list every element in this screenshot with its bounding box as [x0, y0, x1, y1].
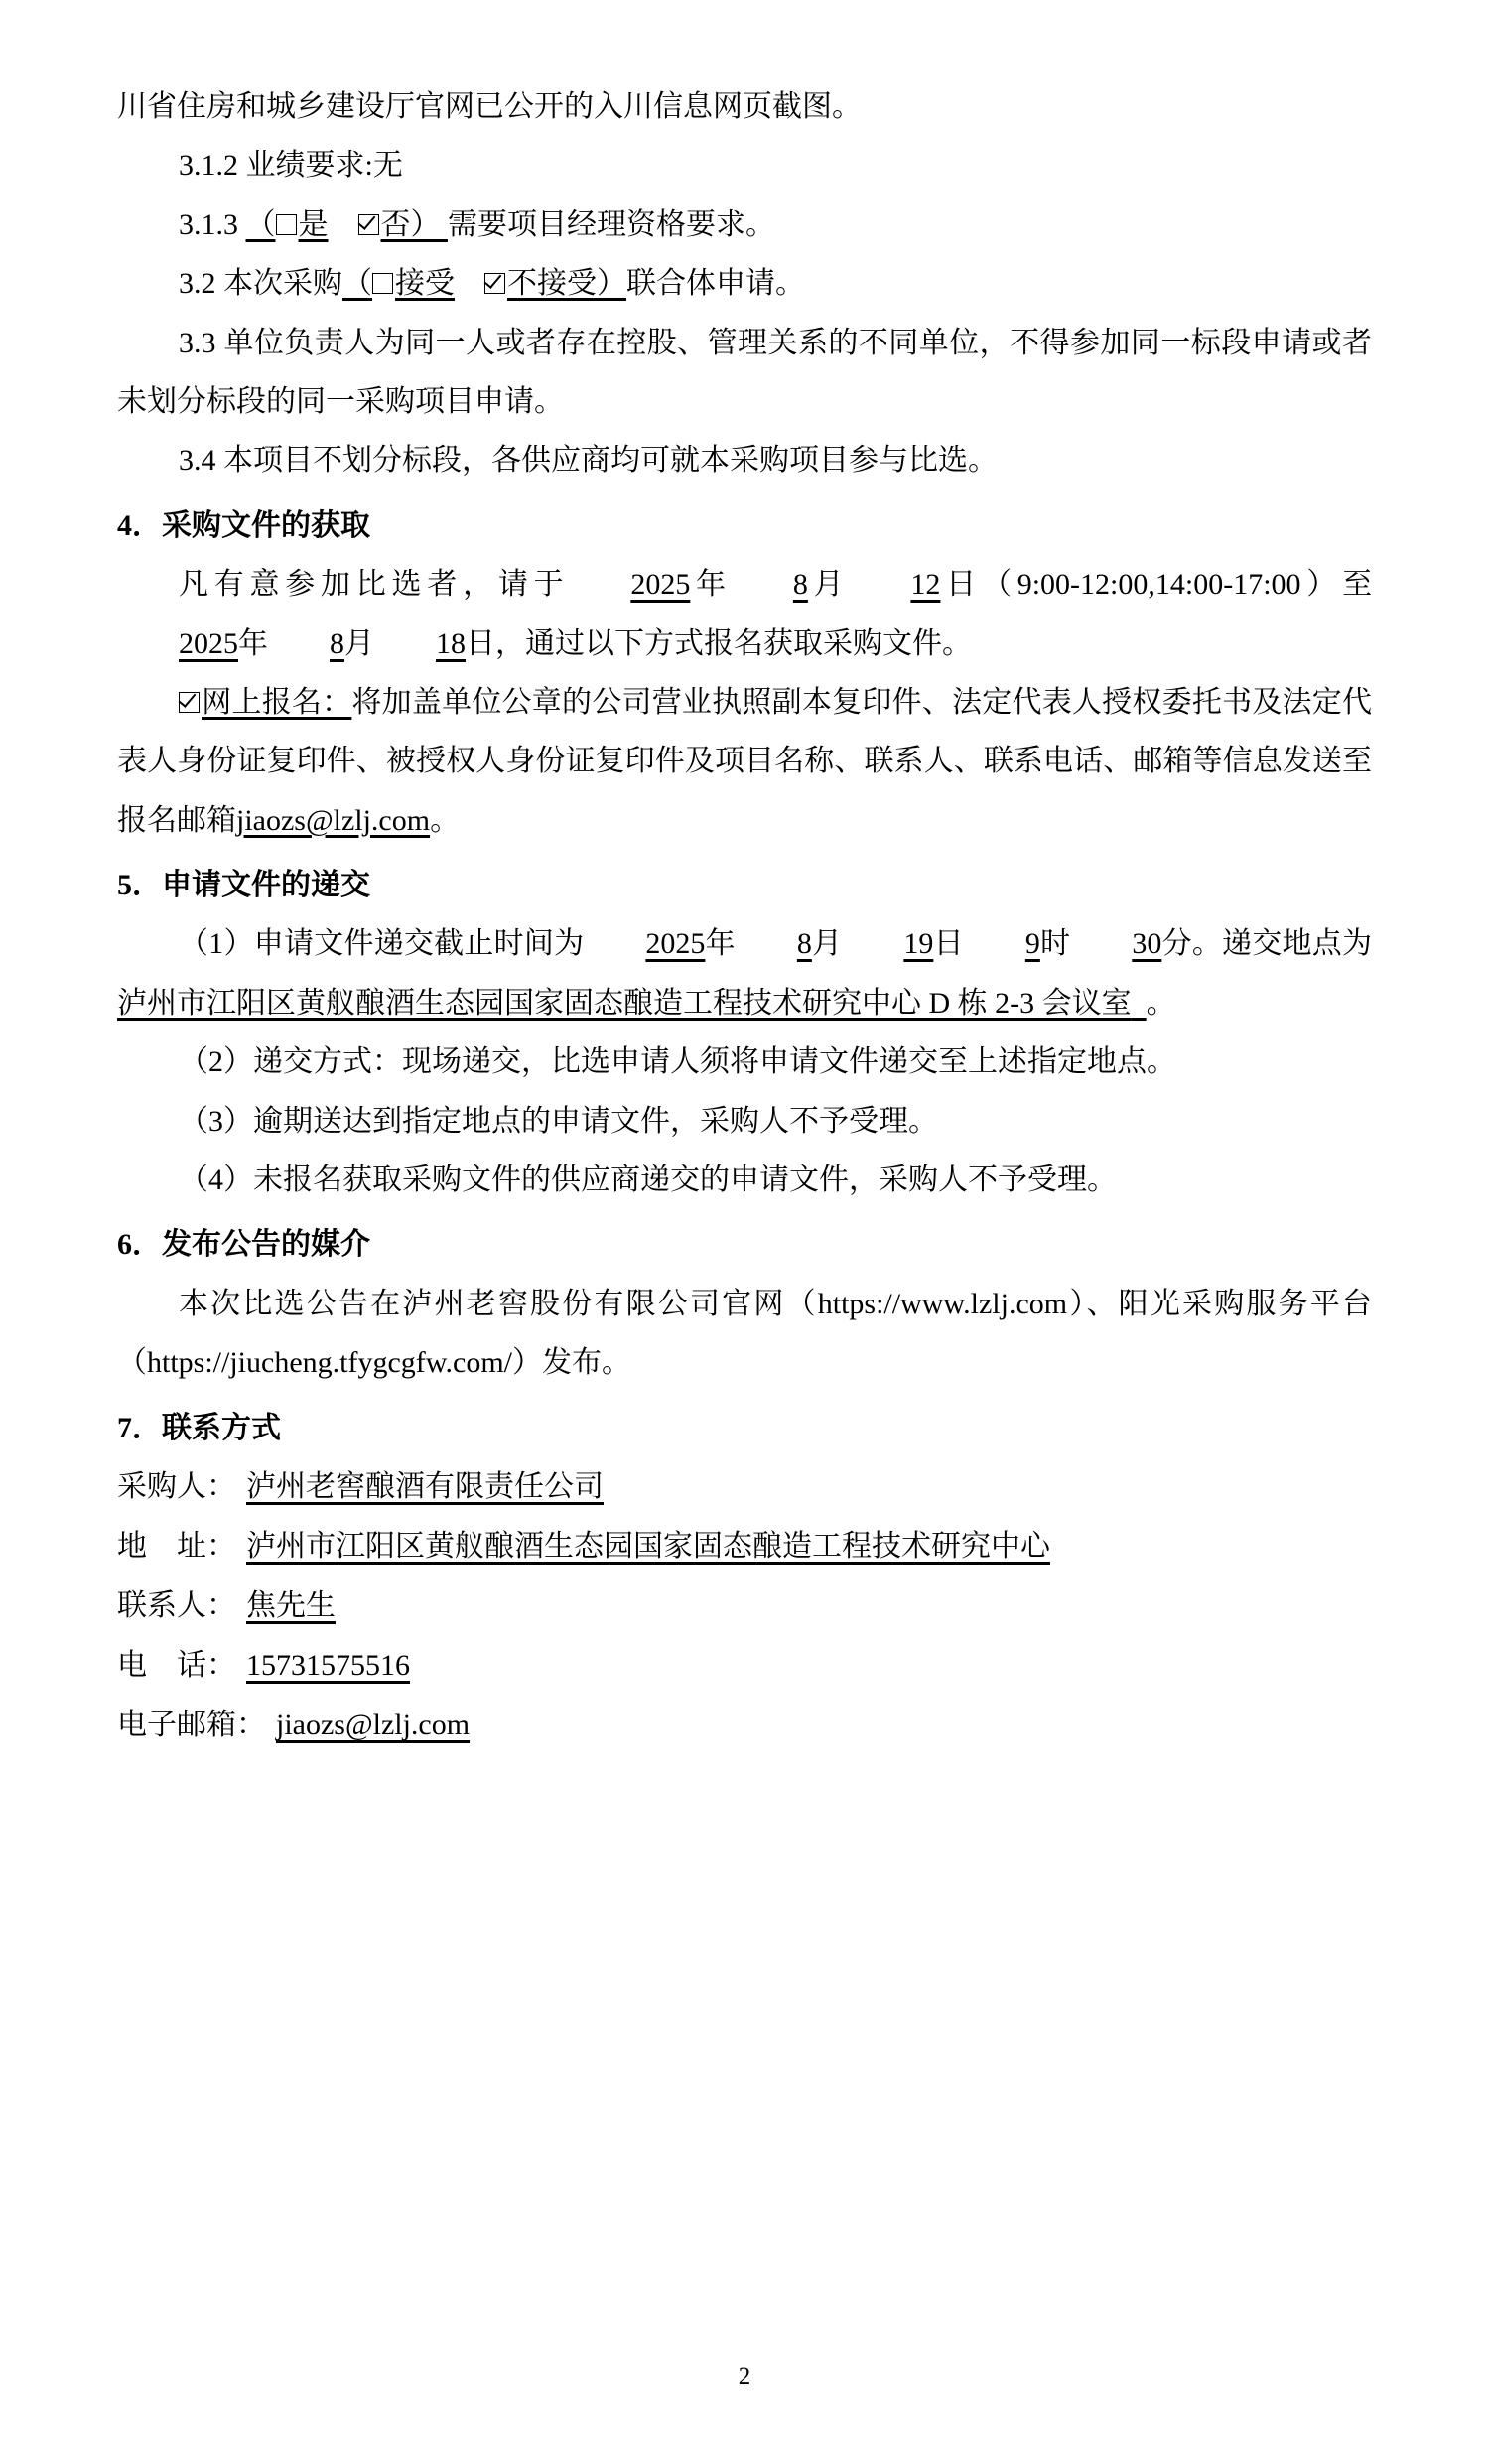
deadline-minute: 30	[1132, 927, 1162, 961]
option-not-accept-label: 不接受	[507, 267, 597, 301]
clause-3-1-2: 3.1.2 业绩要求:无	[179, 149, 403, 183]
s5-post: 。	[1146, 986, 1176, 1020]
contact-row-person	[117, 1576, 1372, 1636]
contact-label-address: 地 址：	[117, 1529, 236, 1563]
clause-3-2	[117, 254, 1372, 313]
clause-3-4: 3.4 本项目不划分标段，各供应商均可就本采购项目参与比选。	[179, 444, 998, 478]
contact-value-phone: 15731575516	[246, 1648, 410, 1682]
section-7-title: 7．联系方式	[117, 1411, 281, 1444]
end-day: 18	[436, 626, 466, 660]
checkbox-no[interactable]	[358, 214, 379, 235]
unit-year: 年	[705, 927, 736, 961]
checkbox-not-accept[interactable]	[484, 273, 505, 294]
s6-post: ）发布。	[511, 1346, 631, 1380]
end-month: 8	[330, 626, 344, 660]
clause-3-2-choice	[342, 267, 626, 300]
contact-row-address	[117, 1517, 1372, 1576]
section-4-online-registration	[117, 673, 1372, 850]
contact-label-phone: 电 话：	[117, 1648, 236, 1682]
unit-day: 日	[933, 927, 964, 961]
to-word: 至	[1342, 568, 1373, 602]
clause-3-1-3-choice	[246, 208, 449, 241]
section-6-paragraph	[117, 1275, 1372, 1393]
contact-value-address: 泸州市江阳区黄舣酿酒生态园国家固态酿造工程技术研究中心	[246, 1529, 1050, 1563]
procurement-platform-url[interactable]: https://jiucheng.tfygcgfw.com/	[147, 1346, 512, 1380]
unit-day-2: 日	[466, 626, 495, 660]
deadline-month: 8	[796, 927, 812, 961]
option-accept-label: 接受	[395, 267, 455, 301]
clause-3-3: 3.3 单位负责人为同一人或者存在控股、管理关系的不同单位，不得参加同一标段申请或者未划分标段的同一采购项目申请。	[117, 326, 1372, 418]
section-5-item-2: （2）递交方式：现场递交，比选申请人须将申请文件递交至上述指定地点。	[179, 1045, 1176, 1079]
unit-day-1: 日	[940, 568, 982, 602]
checkbox-yes[interactable]	[276, 214, 297, 235]
unit-month-2: 月	[344, 626, 374, 660]
clause-3-1-3-suffix: 需要项目经理资格要求。	[448, 207, 775, 241]
section-6-title: 6．发布公告的媒介	[117, 1228, 370, 1262]
end-year: 2025	[179, 626, 238, 660]
online-registration-text-end: 。	[430, 803, 461, 837]
unit-month-1: 月	[807, 568, 850, 602]
page-number: 2	[738, 2363, 751, 2390]
official-website-url[interactable]: https://www.lzlj.com	[817, 1287, 1068, 1320]
paren-open: （	[245, 207, 276, 241]
deadline-day: 19	[903, 927, 934, 961]
s6-pre: 本次比选公告在泸州老窖股份有限公司官网（	[179, 1287, 818, 1320]
start-day: 12	[910, 568, 941, 602]
clause-3-2-suffix: 联合体申请。	[626, 267, 805, 301]
option-no-label: 否	[380, 207, 411, 241]
clause-3-2-lead: 本次采购	[223, 267, 342, 301]
start-year: 2025	[630, 568, 691, 602]
s5-pre: （1）申请文件递交截止时间为	[179, 927, 585, 961]
s4-post: ，通过以下方式报名获取采购文件。	[495, 626, 972, 660]
contact-row-phone	[117, 1636, 1372, 1696]
section-5-item-3: （3）逾期送达到指定地点的申请文件，采购人不予受理。	[179, 1104, 938, 1138]
contact-label-purchaser: 采购人：	[117, 1469, 236, 1503]
paren-close: ）	[410, 207, 441, 241]
paren-open: （	[342, 267, 372, 301]
unit-year-2: 年	[238, 626, 268, 660]
section-4-title: 4．采购文件的获取	[117, 508, 370, 542]
clause-3-1-3-prefix: 3.1.3	[179, 207, 238, 241]
contact-row-purchaser	[117, 1457, 1372, 1517]
online-registration-label-group	[179, 686, 351, 719]
section-5-item-1	[117, 914, 1372, 1032]
checkbox-online-registration[interactable]	[179, 692, 200, 713]
paren-close: ）	[597, 267, 626, 301]
section-4-paragraph-1	[117, 555, 1372, 673]
location-trailing-space	[1132, 987, 1147, 1020]
s6-mid: ）、阳光采购服务平台（	[117, 1287, 1372, 1380]
unit-year-1: 年	[690, 568, 732, 602]
checkbox-accept[interactable]	[372, 273, 393, 294]
s4-pre: 凡有意参加比选者，请于	[179, 568, 570, 602]
time-range: （9:00-12:00,14:00-17:00）	[981, 568, 1343, 602]
section-5-item-4: （4）未报名获取采购文件的供应商递交的申请文件，采购人不予受理。	[179, 1164, 1117, 1197]
deadline-year: 2025	[645, 927, 706, 961]
registration-email[interactable]: jiaozs@lzlj.com	[236, 803, 431, 837]
section-5-title: 5．申请文件的递交	[117, 869, 370, 902]
s5-mid: 。递交地点为	[1191, 927, 1373, 961]
option-yes-label: 是	[298, 207, 329, 241]
contact-value-email[interactable]: jiaozs@lzlj.com	[276, 1708, 471, 1741]
online-registration-text: 将加盖单位公章的公司营业执照副本复印件、法定代表人授权委托书及法定代表人身份证复印件、被授权人身份证复印件及项目名称、联系人、联系电话、邮箱等信息发送至报名邮箱	[117, 685, 1373, 837]
unit-hour: 时	[1039, 927, 1071, 961]
contact-value-purchaser: 泸州老窖酿酒有限责任公司	[246, 1469, 604, 1503]
online-registration-label: 网上报名：	[202, 685, 352, 719]
contact-label-person: 联系人：	[117, 1588, 236, 1622]
deadline-hour: 9	[1024, 927, 1040, 961]
submission-location: 泸州市江阳区黄舣酿酒生态园国家固态酿造工程技术研究中心 D 栋 2-3 会议室	[117, 986, 1132, 1020]
line-continuation: 川省住房和城乡建设厅官网已公开的入川信息网页截图。	[117, 90, 862, 123]
contact-label-email: 电子邮箱：	[117, 1708, 266, 1741]
clause-3-1-3	[117, 196, 1372, 254]
unit-minute: 分	[1161, 927, 1192, 961]
document-body	[117, 77, 1372, 1755]
start-month: 8	[792, 568, 808, 602]
clause-3-2-prefix: 3.2	[179, 267, 216, 301]
unit-month: 月	[811, 927, 843, 961]
contact-row-email	[117, 1696, 1372, 1755]
contact-value-person: 焦先生	[246, 1588, 336, 1622]
